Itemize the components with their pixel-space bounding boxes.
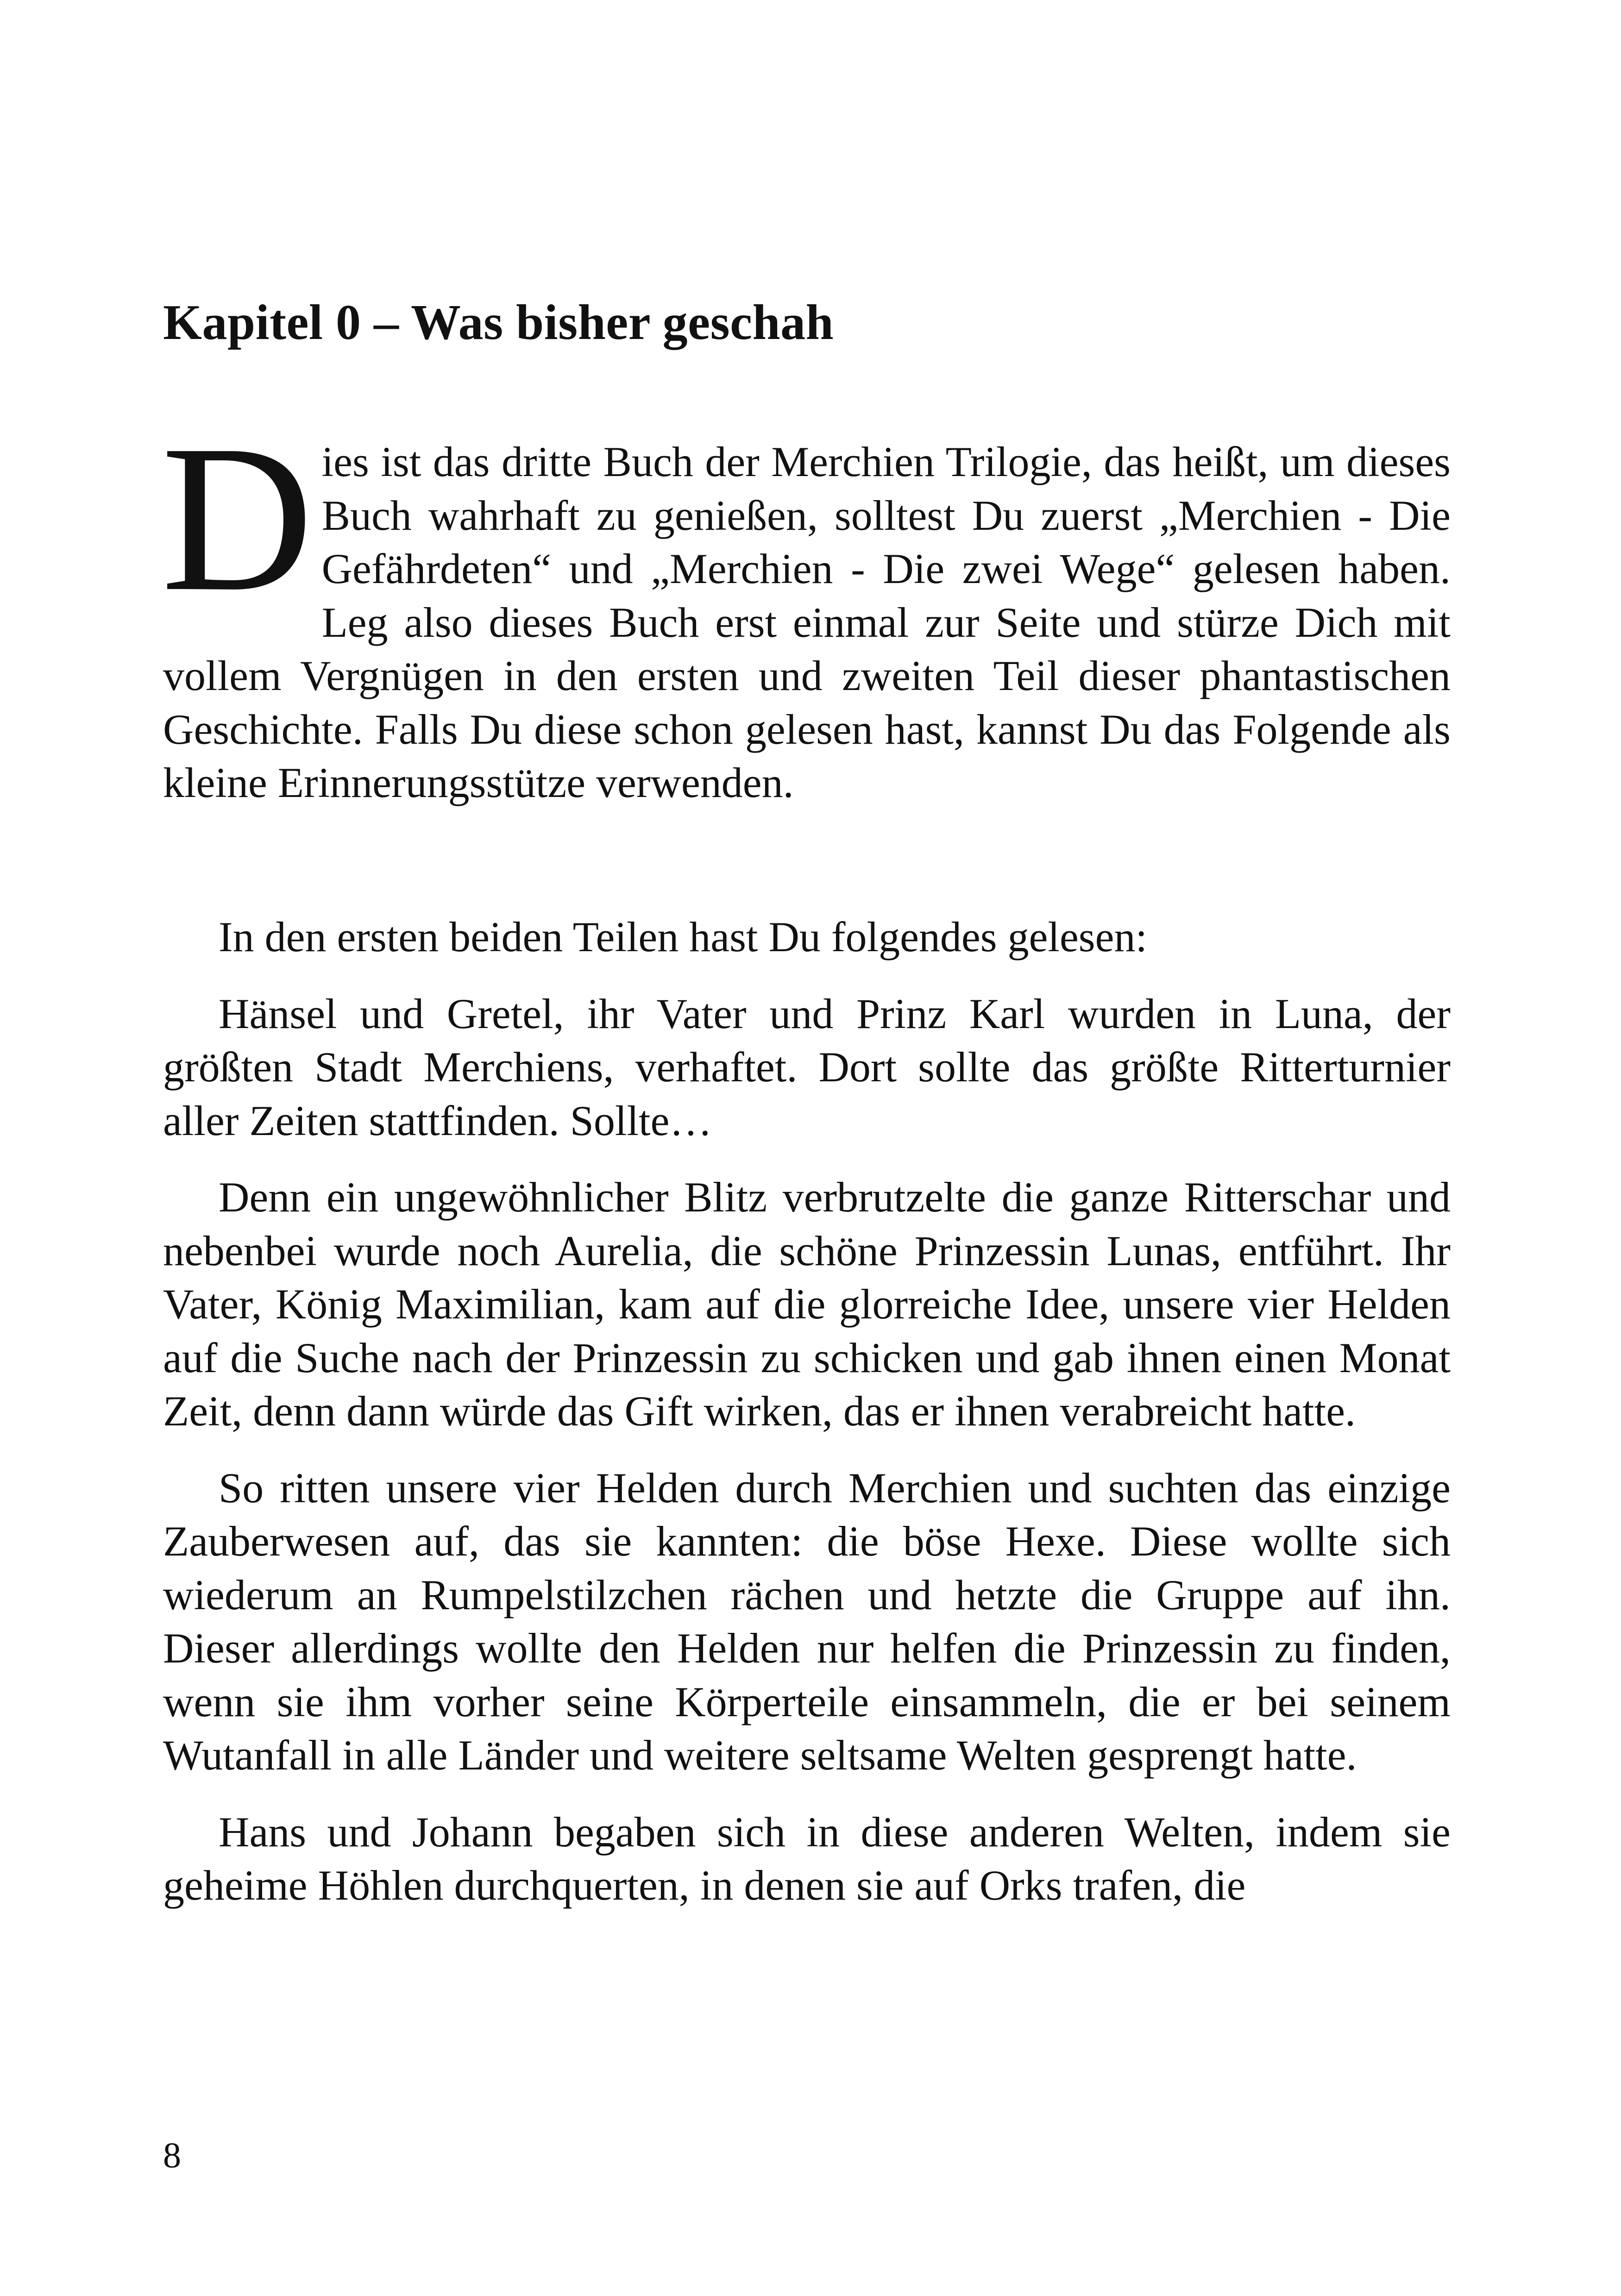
intro-text: ies ist das dritte Buch der Merchien Trilogie, das heißt, um dieses Buch wahrhaft zu genießen, solltest Du zuerst „Merchien - Die Gefährdeten“ und „Merchien - Die zwei Wege“ gelesen haben. Leg also dieses Buch erst einmal zur Seite und stürze Dich mit vollem Vergnügen in den ersten und zweiten Teil dieser phantastischen Geschichte. Falls Du diese schon gelesen hast, kannst Du das Folgende als kleine Erinnerungsstütze verwenden. [163,438,1451,806]
paragraph-1: In den ersten beiden Teilen hast Du folgendes gelesen: [219,913,1147,960]
paragraph-3: Denn ein ungewöhnlicher Blitz verbrutzelte die ganze Ritterschar und nebenbei wurde noch Aurelia, die schöne Prinzessin Lunas, entführt. Ihr Vater, König Maximilian, kam auf die glorreiche Idee, unsere vier Helden auf die Suche nach der Prinzessin zu schicken und gab ihnen einen Monat Zeit, denn dann würde das Gift wirken, das er ihnen verabreicht hatte. [163,1173,1451,1435]
intro-paragraph [161,402,1451,810]
page-number: 8 [163,2135,181,2175]
body-text [163,910,1451,1936]
paragraph-5: Hans und Johann begaben sich in diese anderen Welten, indem sie geheime Höhlen durchquerten, in denen sie auf Orks trafen, die [163,1808,1451,1909]
chapter-title: Kapitel 0 – Was bisher geschah [163,295,834,350]
drop-cap: D [161,402,314,635]
paragraph-4: So ritten unsere vier Helden durch Merchien und suchten das einzige Zauberwesen auf, das sie kannten: die böse Hexe. Diese wollte sich wiederum an Rumpelstilzchen rächen und hetzte die Gruppe auf ihn. Dieser allerdings wollte den Helden nur helfen die Prinzessin zu finden, wenn sie ihm vorher seine Körperteile einsammeln, die er bei seinem Wutanfall in alle Länder und weitere seltsame Welten gesprengt hatte. [163,1464,1451,1779]
paragraph-2: Hänsel und Gretel, ihr Vater und Prinz Karl wurden in Luna, der größten Stadt Merchiens, verhaftet. Dort sollte das größte Ritterturnier aller Zeiten stattfinden. Sollte… [163,990,1451,1144]
